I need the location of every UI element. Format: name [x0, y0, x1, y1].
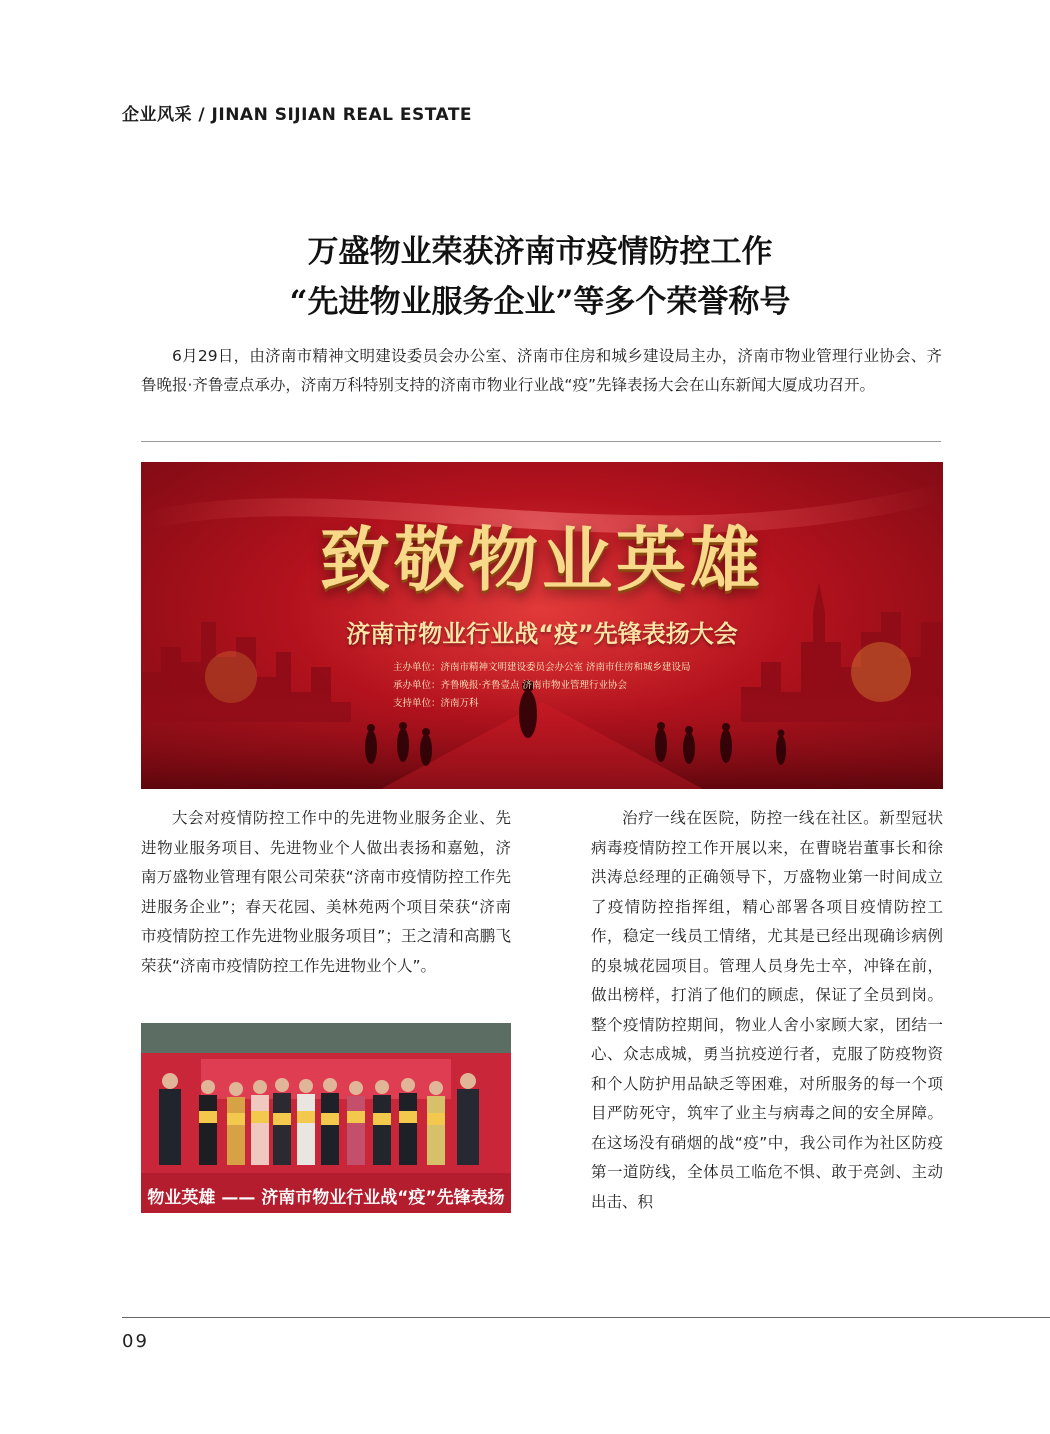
- photo-stage-caption: 物业英雄 —— 济南市物业行业战“疫”先锋表扬: [147, 1188, 505, 1208]
- award-group-photo: [141, 1023, 511, 1213]
- intro-paragraph: 6月29日，由济南市精神文明建设委员会办公室、济南市住房和城乡建设局主办，济南市物业管理行业协会、齐鲁晚报·齐鲁壹点承办，济南万科特别支持的济南市物业行业战“疫”先锋表扬大会在山东新闻大厦成功召开。: [141, 347, 942, 394]
- banner-host: 主办单位：济南市精神文明建设委员会办公室 济南市住房和城乡建设局: [393, 662, 691, 673]
- article-title-line1: 万盛物业荣获济南市疫情防控工作: [307, 234, 773, 270]
- article-title-line2: “先进物业服务企业”等多个荣誉称号: [289, 284, 791, 320]
- footer-divider: [122, 1317, 1050, 1318]
- banner-organizer: 承办单位：齐鲁晚报·齐鲁壹点 济南市物业管理行业协会: [393, 680, 628, 691]
- section-header: 企业风采 / JINAN SIJIAN REAL ESTATE: [122, 105, 473, 125]
- banner-organizers: [393, 659, 691, 713]
- page-number: 09: [122, 1331, 149, 1352]
- left-column-paragraph: 大会对疫情防控工作中的先进物业服务企业、先进物业服务项目、先进物业个人做出表扬和嘉勉，济南万盛物业管理有限公司荣获“济南市疫情防控工作先进服务企业”；春天花园、美林苑两个项目荣获“济南市疫情防控工作先进物业服务项目”；王之清和高鹏飞荣获“济南市疫情防控工作先进物业个人”。: [141, 809, 511, 975]
- banner-sponsor: 支持单位：济南万科: [393, 698, 479, 709]
- right-column-paragraph: 治疗一线在医院，防控一线在社区。新型冠状病毒疫情防控工作开展以来，在曹晓岩董事长和徐洪涛总经理的正确领导下，万盛物业第一时间成立了疫情防控指挥组，精心部署各项目疫情防控工作，稳定一线员工情绪，尤其是已经出现确诊病例的泉城花园项目。管理人员身先士卒，冲锋在前，做出榜样，打消了他们的顾虑，保证了全员到岗。整个疫情防控期间，物业人舍小家顾大家，团结一心、众志成城，勇当抗疫逆行者，克服了防疫物资和个人防护用品缺乏等困难，对所服务的每一个项目严防死守，筑牢了业主与病毒之间的安全屏障。在这场没有硝烟的战“疫”中，我公司作为社区防疫第一道防线，全体员工临危不惧、敢于亮剑、主动出击、积: [591, 809, 943, 1211]
- event-banner-image: [141, 462, 943, 789]
- divider: [141, 441, 941, 442]
- banner-subtitle: 济南市物业行业战“疫”先锋表扬大会: [346, 620, 738, 648]
- banner-title: 致敬物业英雄: [320, 519, 764, 601]
